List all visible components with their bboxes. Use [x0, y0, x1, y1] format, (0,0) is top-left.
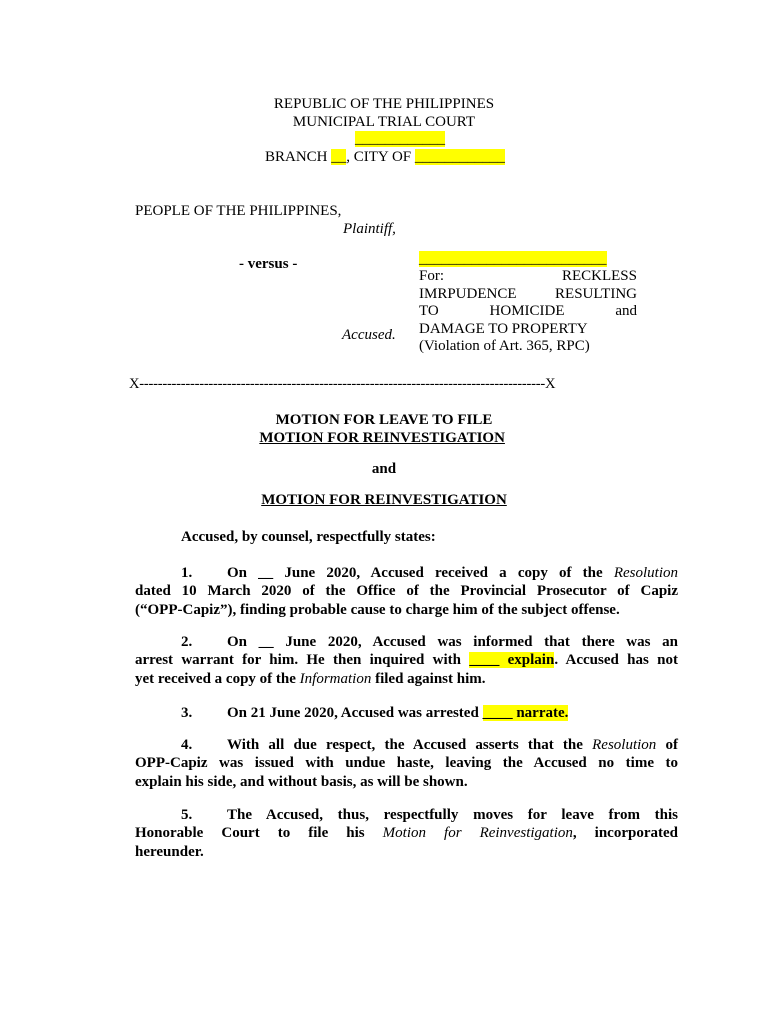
motion-title-line1: MOTION FOR LEAVE TO FILE [275, 412, 493, 428]
narrate-placeholder: ____ narrate. [482, 705, 569, 721]
versus-label: - versus - [239, 256, 298, 272]
motion-title-and: and [371, 461, 397, 477]
court-republic: REPUBLIC OF THE PHILIPPINES [273, 96, 495, 112]
caption-separator: X----------------------------------------------------------------------------------------X [129, 376, 556, 392]
paragraph-4: 4. With all due respect, the Accused asserts that the Resolution of OPP-Capiz was issued with undue haste, leaving the Accused no time to explain his side, and without basis, as will be shown. [135, 737, 679, 790]
branch-blank: __ [331, 149, 347, 165]
motion-title-line2: MOTION FOR REINVESTIGATION [259, 430, 505, 446]
paragraph-2: 2. On __ June 2020, Accused was informed that there was an arrest warrant for him. He then inquired with ____ explain. Accused has not yet received a copy of the Information filed against him. [135, 634, 678, 687]
charge-block: For: RECKLESS IMRPUDENCE RESULTING TO HOMICIDE and DAMAGE TO PROPERTY (Violation of Art. 365, RPC) [419, 268, 637, 354]
paragraph-3: 3. On 21 June 2020, Accused was arrested ____ narrate. [181, 705, 569, 721]
city-blank: ____________ [414, 149, 505, 165]
plaintiff-role: Plaintiff, [343, 221, 396, 237]
motion-title-line3: MOTION FOR REINVESTIGATION [261, 492, 507, 508]
accused-blank: _________________________ [419, 251, 607, 267]
branch-line: BRANCH __, CITY OF ____________ [265, 149, 505, 165]
paragraph-5: 5. The Accused, thus, respectfully moves for leave from this Honorable Court to file his Motion for Reinvestigation, incorporated hereunder. [135, 807, 678, 860]
explain-placeholder: ____ explain [469, 652, 555, 669]
court-location-blank: ____________ [355, 131, 445, 147]
intro-statement: Accused, by counsel, respectfully states: [181, 529, 436, 545]
plaintiff-name: PEOPLE OF THE PHILIPPINES, [135, 203, 342, 219]
accused-role: Accused. [342, 327, 396, 343]
paragraph-1: 1. On __ June 2020, Accused received a copy of the Resolution dated 10 March 2020 of the Office of the Provincial Prosecutor of Capiz (“OPP-Capiz”), finding probable cause to charge him of the subject offense. [135, 565, 678, 618]
court-name: MUNICIPAL TRIAL COURT [292, 114, 476, 130]
